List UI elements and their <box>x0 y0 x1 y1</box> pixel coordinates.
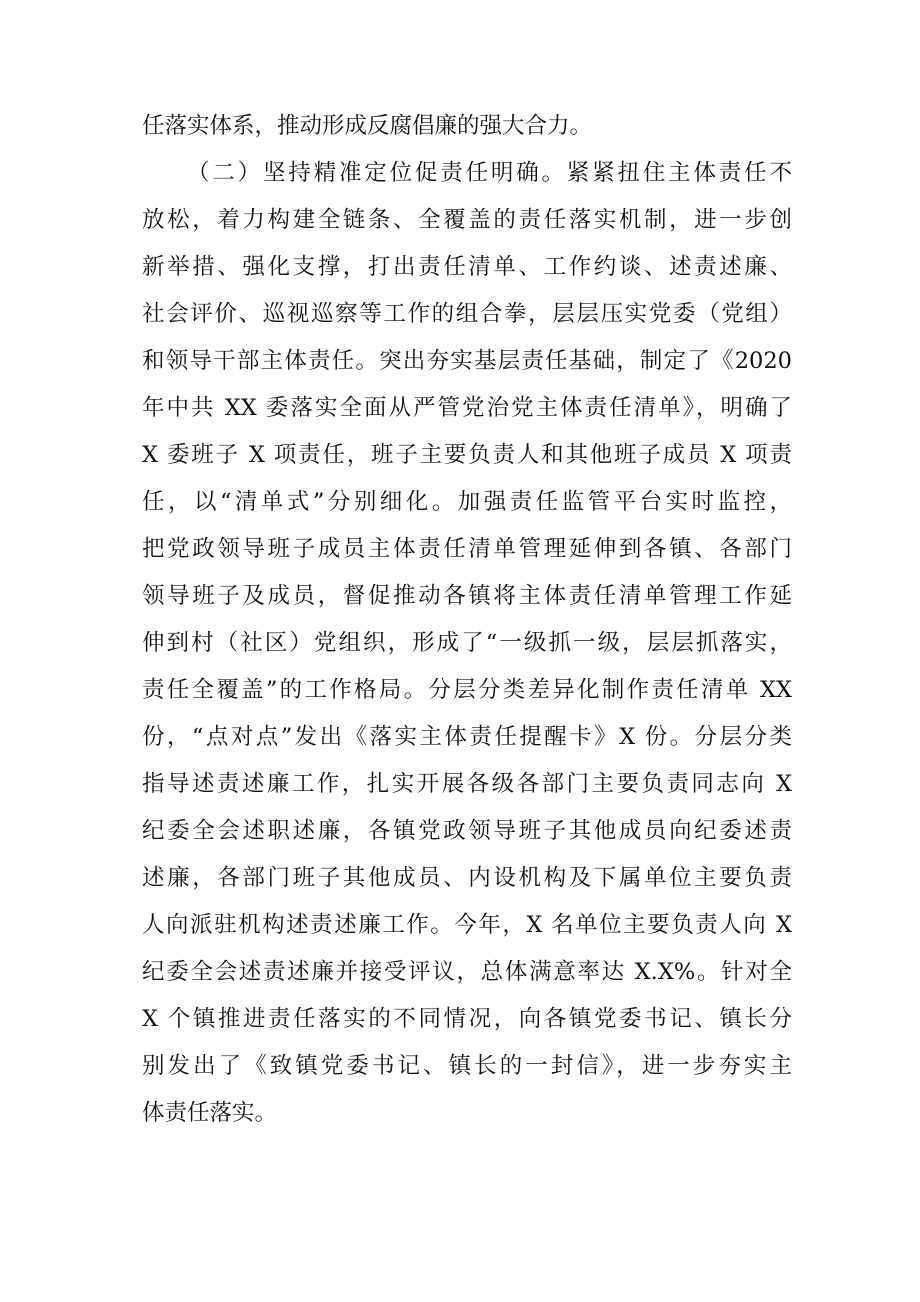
text-line: 新举措、强化支撑，打出责任清单、工作约谈、述责述廉、 <box>142 254 792 280</box>
text-line: X 个镇推进责任落实的不同情况，向各镇党委书记、镇长分 <box>142 1006 792 1032</box>
text-line: 放松，着力构建全链条、全覆盖的责任落实机制，进一步创 <box>142 207 792 233</box>
text-line: 体责任落实。 <box>142 1100 278 1126</box>
body-text <box>142 103 792 1137</box>
section-heading-line: （二）坚持精准定位促责任明确。紧紧扭住主体责任不 <box>187 160 792 186</box>
text-line: 指导述责述廉工作，扎实开展各级各部门主要负责同志向 X <box>142 771 792 797</box>
text-line: 任落实体系，推动形成反腐倡廉的强大合力。 <box>142 113 593 139</box>
text-line: 和领导干部主体责任。突出夯实基层责任基础，制定了《2020 <box>142 348 792 374</box>
text-line: 述廉，各部门班子其他成员、内设机构及下属单位主要负责 <box>142 865 792 891</box>
text-line: 别发出了《致镇党委书记、镇长的一封信》，进一步夯实主 <box>142 1053 792 1079</box>
text-line: 任，以“清单式”分别细化。加强责任监管平台实时监控， <box>142 489 792 515</box>
text-line: 把党政领导班子成员主体责任清单管理延伸到各镇、各部门 <box>142 536 792 562</box>
text-line: 伸到村（社区）党组织，形成了“一级抓一级，层层抓落实， <box>142 630 792 656</box>
text-line: 责任全覆盖”的工作格局。分层分类差异化制作责任清单 XX <box>142 677 792 703</box>
text-line: 纪委全会述责述廉并接受评议，总体满意率达 X.X%。针对全 <box>142 959 792 985</box>
text-line: 人向派驻机构述责述廉工作。今年，X 名单位主要负责人向 X <box>142 912 792 938</box>
text-line: X 委班子 X 项责任，班子主要负责人和其他班子成员 X 项责 <box>142 442 792 468</box>
text-line: 份，“点对点”发出《落实主体责任提醒卡》X 份。分层分类 <box>142 724 792 750</box>
text-line: 年中共 XX 委落实全面从严管党治党主体责任清单》，明确了 <box>142 395 792 421</box>
text-line: 社会评价、巡视巡察等工作的组合拳，层层压实党委（党组） <box>142 301 792 327</box>
text-line: 纪委全会述职述廉，各镇党政领导班子其他成员向纪委述责 <box>142 818 792 844</box>
text-line: 领导班子及成员，督促推动各镇将主体责任清单管理工作延 <box>142 583 792 609</box>
